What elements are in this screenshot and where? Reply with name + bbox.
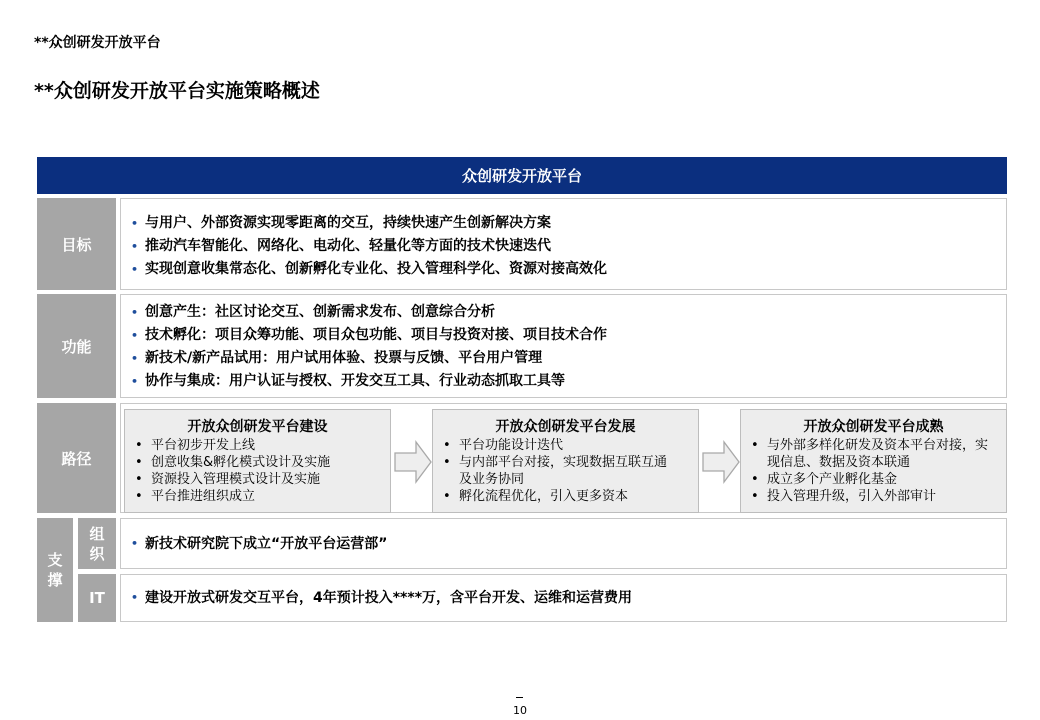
list-item: • 平台初步开发上线 xyxy=(133,437,390,454)
list-item: • 资源投入管理模式设计及实施 xyxy=(133,471,390,488)
list-item: • 新技术/新产品试用：用户试用体验、投票与反馈、平台用户管理 xyxy=(131,347,1006,370)
list-item: • 创意收集&孵化模式设计及实施 xyxy=(133,454,390,471)
document-subtitle: **众创研发开放平台 xyxy=(34,35,161,51)
list-item: • 技术孵化：项目众筹功能、项目众包功能、项目与投资对接、项目技术合作 xyxy=(131,324,1006,347)
list-item: • 与外部多样化研发及资本平台对接，实现信息、数据及资本联通 xyxy=(749,437,995,471)
support-label xyxy=(37,518,73,622)
list-item: • 与用户、外部资源实现零距离的交互，持续快速产生创新解决方案 xyxy=(131,212,1006,235)
list-item: • 推动汽车智能化、网络化、电动化、轻量化等方面的技术快速迭代 xyxy=(131,235,1006,258)
support-label-text: 支撑 xyxy=(47,551,63,589)
page-number-mark xyxy=(516,697,523,698)
it-content xyxy=(120,574,1007,622)
phase-title: 开放众创研发平台建设 xyxy=(187,419,328,435)
phase-list xyxy=(433,437,698,505)
org-content xyxy=(120,518,1007,569)
phase-title: 开放众创研发平台成熟 xyxy=(803,419,944,435)
phase-list xyxy=(125,437,390,505)
page-number: 10 xyxy=(513,704,527,717)
phase-mature xyxy=(740,409,1007,513)
list-item: • 与内部平台对接，实现数据互联互通及业务协同 xyxy=(441,454,677,488)
goals-list xyxy=(121,212,1006,281)
goals-content xyxy=(120,198,1007,290)
functions-content xyxy=(120,294,1007,398)
phase-title: 开放众创研发平台发展 xyxy=(495,419,636,435)
list-item: • 新技术研究院下成立“开放平台运营部” xyxy=(131,533,1006,555)
org-list xyxy=(121,533,1006,555)
arrow-right-icon xyxy=(394,440,432,484)
list-item: • 孵化流程优化，引入更多资本 xyxy=(441,488,698,505)
list-item: • 创意产生：社区讨论交互、创新需求发布、创意综合分析 xyxy=(131,301,1006,324)
list-item: • 平台推进组织成立 xyxy=(133,488,390,505)
functions-list xyxy=(121,301,1006,393)
page-title: **众创研发开放平台实施策略概述 xyxy=(34,80,320,102)
it-list xyxy=(121,587,1006,609)
list-item: • 平台功能设计迭代 xyxy=(441,437,698,454)
functions-label: 功能 xyxy=(37,294,116,398)
list-item: • 建设开放式研发交互平台，4年预计投入****万，含平台开发、运维和运营费用 xyxy=(131,587,1006,609)
goals-label: 目标 xyxy=(37,198,116,290)
list-item: • 成立多个产业孵化基金 xyxy=(749,471,1006,488)
platform-banner: 众创研发开放平台 xyxy=(37,157,1007,194)
phase-develop xyxy=(432,409,699,513)
org-label xyxy=(78,518,116,569)
list-item: • 实现创意收集常态化、创新孵化专业化、投入管理科学化、资源对接高效化 xyxy=(131,258,1006,281)
phase-build xyxy=(124,409,391,513)
list-item: • 协作与集成：用户认证与授权、开发交互工具、行业动态抓取工具等 xyxy=(131,370,1006,393)
path-label: 路径 xyxy=(37,403,116,513)
list-item: • 投入管理升级，引入外部审计 xyxy=(749,488,1006,505)
org-label-text: 组织 xyxy=(89,524,105,563)
arrow-right-icon xyxy=(702,440,740,484)
phase-list xyxy=(741,437,1006,505)
it-label: IT xyxy=(78,574,116,622)
